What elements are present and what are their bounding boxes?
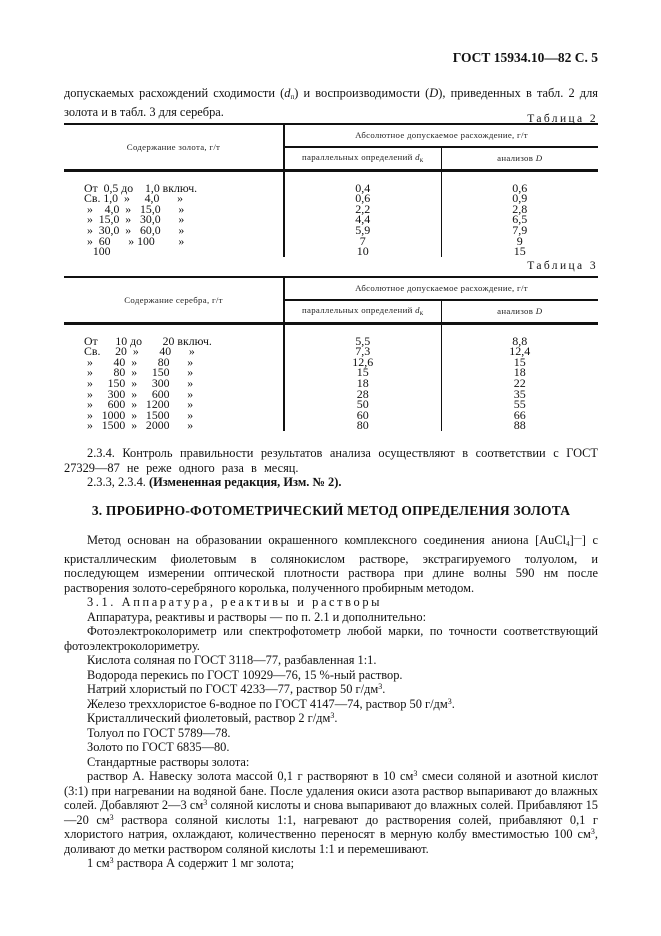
body-text [64,446,598,871]
symbol-d: d [415,304,420,315]
running-header: ГОСТ 15934.10—82 С. 5 [452,50,598,65]
amendment-note [64,475,598,490]
section-3-heading: 3. ПРОБИРНО-ФОТОМЕТРИЧЕСКИЙ МЕТОД ОПРЕДЕЛЕНИЯ ЗОЛОТА [91,502,571,518]
range-cell: » 1000 » 1500 » [84,407,194,422]
D-cell: 15 [441,357,598,368]
dk-cell: 28 [284,389,441,400]
table-caption: Таблица 2 [527,113,598,125]
list-item: Фотоэлектроколориметр или спектрофотометр любой марки, по точности соответствующий фотоэлектроколориметру. [64,624,598,653]
range-cell: 100 [84,244,111,259]
range-cell: » 600 » 1200 » [84,397,194,412]
intro-text: допускаемых расхождений сходимости ( [64,86,285,100]
solution-a-paragraph [64,769,598,856]
sup-3: 3 [590,827,595,836]
intro-text: ), приведенных в табл. 2 для золота и в табл. 3 для серебра. [64,86,598,119]
range-cell: » 40 » 80 » [84,354,194,369]
table2-container [64,123,598,257]
sup-minus: — [573,533,582,542]
intro-text: ) и воспроизводимости ( [294,86,430,100]
text: смеси соляной и азотной кислот (3:1) при нагревании на водяной бане. После удаления окиси азота раствор выпаривают до влажных солей. Добавляют 2—3 см [64,769,599,812]
table3-group-header: Абсолютное допускаемое расхождение, г/т [284,277,598,300]
bracket-close: ] [569,533,574,547]
range-cell: » 60 » 100 » [84,233,185,248]
symbol-d: d [284,86,291,100]
D-cell: 9 [441,236,598,247]
table3-container [64,276,598,431]
dk-cell: 80 [284,420,441,431]
list-item: Золото по ГОСТ 6835—80. [87,740,230,754]
D-cell: 15 [441,246,598,257]
dk-cell: 0,6 [284,193,441,204]
table3-subheader-D [441,300,598,324]
method-text: ] с кристаллическим фиолетовым в солянокислом растворе, экстрагируемого толуолом, и последующем измерении оптической плотности раствора при длине волны 590 нм после растворения золото-серебряного королька, полученного пробирным методом. [64,533,598,595]
range-cell: » 4,0 » 15,0 » [84,201,185,216]
D-cell: 66 [441,410,598,421]
range-cell: » 1500 » 2000 » [84,418,194,433]
list-item: Стандартные растворы золота: [87,754,250,769]
dk-cell: 4,4 [284,214,441,225]
sup-3: 3 [413,769,418,778]
list-item: Водорода перекись по ГОСТ 10929—76, 15 %-ный раствор. [87,667,403,682]
symbol-sub: к [419,308,424,317]
range-cell: От 10 до 20 включ. [84,333,212,348]
dk-cell: 10 [284,246,441,257]
sup-3: 3 [203,798,208,807]
range-cell: » 300 » 600 » [84,386,194,401]
range-cell: » 30,0 » 60,0 » [84,222,185,237]
subsection-3-1-title: 3.1. Аппаратура, реактивы и растворы [87,595,383,609]
D-cell: 0,9 [441,193,598,204]
range-cell: » 150 » 300 » [84,375,194,390]
amendment-bold: (Измененная редакция, Изм. № 2). [148,475,342,489]
sup-3: 3 [330,711,335,720]
D-cell: 6,5 [441,214,598,225]
D-cell: 22 [441,378,598,389]
last-line [64,856,598,871]
D-cell: 12,4 [441,346,598,357]
dk-cell: 15 [284,367,441,378]
table-row [64,420,598,431]
sup-3: 3 [109,812,114,822]
list-item: Толуол по ГОСТ 5789—78. [87,725,231,740]
header-text: анализов [497,306,534,317]
method-paragraph [64,533,598,595]
dk-cell: 12,6 [284,357,441,368]
paragraph-2-3-4: 2.3.4. Контроль правильности результатов анализа осуществляют в соответствии с ГОСТ 27329—87 не реже одного раза в месяц. [64,446,598,475]
amendment-ref: 2.3.3, 2.3.4. [87,475,149,489]
text: соляной кислоты и снова выпаривают до влажных солей. Прибавляют 15—20 см [64,798,598,827]
D-cell: 7,9 [441,225,598,236]
header-text: параллельных определений [302,151,413,162]
item-end: . [382,682,386,696]
text: раствора соляной кислоты 1:1, нагревают до растворения солей, прибавляют 0,1 г хлористого натрия, охлаждают, количественно переносят в мерную колбу вместимостью 100 см [64,812,598,841]
dk-cell: 0,4 [284,183,441,194]
item-end: . [451,696,455,711]
dk-cell: 5,9 [284,225,441,236]
D-cell: 55 [441,399,598,410]
text: 1 см [87,856,110,870]
text: раствор А. Навеску золота массой 0,1 г растворяют в 10 см [87,769,414,783]
table2-subheader-dk [284,147,441,171]
sup-3: 3 [109,856,114,865]
list-item [64,682,598,697]
D-cell: 8,8 [441,336,598,347]
symbol-d-sub: п [290,93,295,101]
symbol-D: D [535,306,543,317]
table-3 [64,276,598,431]
D-cell: 35 [441,389,598,400]
table3-col1-header: Содержание серебра, г/т [64,277,284,324]
table2-subheader-D [441,147,598,171]
table-2 [64,123,598,257]
list-item [64,697,598,712]
range-cell: » 15,0 » 30,0 » [84,212,185,227]
dk-cell: 18 [284,378,441,389]
list-item: Аппаратура, реактивы и растворы — по п. 2.1 и дополнительно: [87,609,427,624]
D-cell: 88 [441,420,598,431]
range-cell: Св. 20 » 40 » [84,344,195,359]
D-cell: 0,6 [441,183,598,194]
method-text: Метод основан на образовании окрашенного комплексного соединения аниона [AuCl [87,533,567,547]
list-item: Кислота соляная по ГОСТ 3118—77, разбавленная 1:1. [87,653,377,667]
range-cell: От 0,5 до 1,0 включ. [84,180,198,195]
header-text: анализов [497,153,534,164]
text: раствора А содержит 1 мг золота; [113,856,295,870]
sup-3: 3 [447,696,452,706]
dk-cell: 7 [284,236,441,247]
symbol-sub: к [419,155,424,164]
range-cell: Св. 1,0 » 4,0 » [84,191,183,206]
item-end: . [334,711,338,725]
table-row [64,246,598,257]
table3-caption [64,259,598,274]
table2-group-header: Абсолютное допускаемое расхождение, г/т [284,124,598,147]
symbol-d: d [415,151,420,162]
text: , доливают до метки раствором соляной кислоты 1:1 и перемешивают. [64,827,598,856]
D-cell: 18 [441,367,598,378]
sup-3: 3 [378,682,383,691]
table2-col1-header: Содержание золота, г/т [64,124,284,171]
range-cell: » 80 » 150 » [84,365,194,380]
table3-subheader-dk [284,300,441,324]
dk-cell: 50 [284,399,441,410]
table-caption: Таблица 3 [527,260,598,272]
dk-cell: 60 [284,410,441,421]
D-cell: 2,8 [441,204,598,215]
list-item [64,711,598,726]
symbol-D: D [535,153,543,164]
header-text: параллельных определений [302,304,413,315]
dk-cell: 2,2 [284,204,441,215]
dk-cell: 5,5 [284,336,441,347]
item-text: Кристаллический фиолетовый, раствор 2 г/дм [87,711,331,725]
item-text: Натрий хлористый по ГОСТ 4233—77, раствор 50 г/дм [87,682,379,696]
sub-4: 4 [566,540,570,548]
dk-cell: 7,3 [284,346,441,357]
item-text: Железо треххлористое 6-водное по ГОСТ 4147—74, раствор 50 г/дм [87,696,448,711]
symbol-D: D [429,86,439,100]
